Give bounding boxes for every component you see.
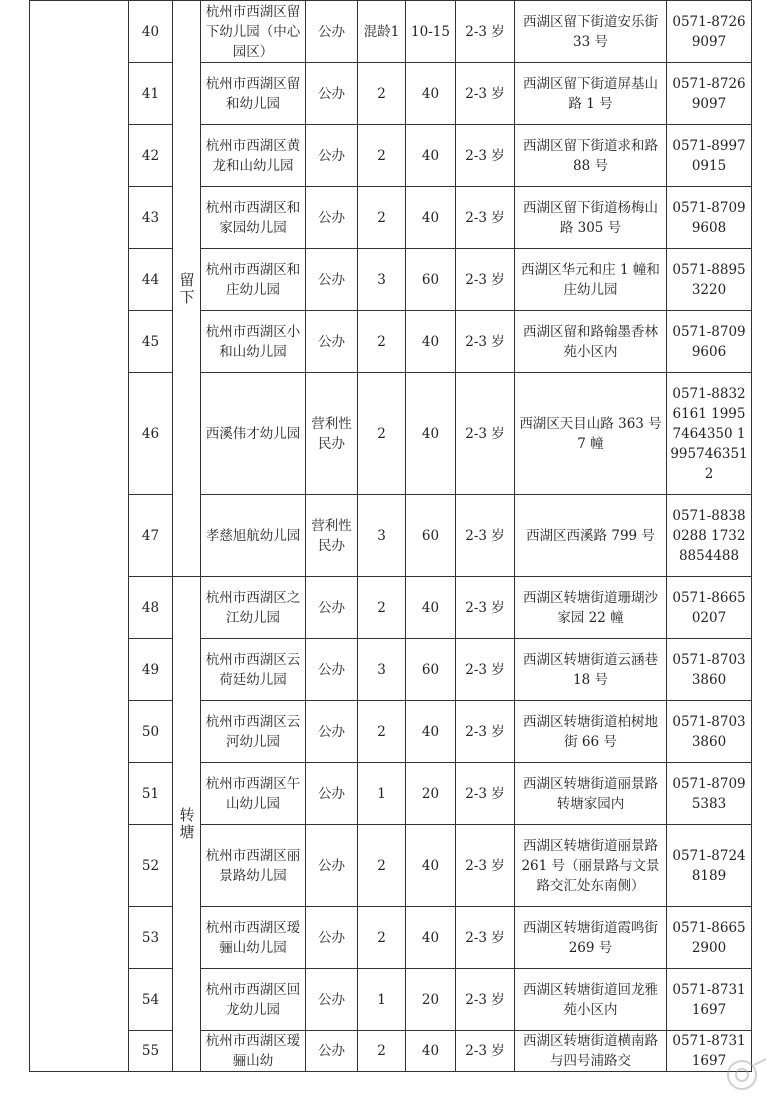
seat-count: 20 (406, 969, 456, 1031)
row-number: 43 (129, 187, 173, 249)
kindergarten-name: 杭州市西湖区丽景路幼儿园 (201, 825, 306, 907)
address: 西湖区留下街道屏基山路 1 号 (515, 63, 667, 125)
seat-count: 40 (406, 63, 456, 125)
seat-count: 40 (406, 125, 456, 187)
age-range: 2-3 岁 (456, 311, 515, 373)
table-row (30, 311, 752, 373)
phone-number: 0571-86650207 (667, 577, 752, 639)
kindergarten-name: 杭州市西湖区午山幼儿园 (201, 763, 306, 825)
address: 西湖区转塘街道横南路与四号浦路交 (515, 1031, 667, 1072)
address: 西湖区转塘街道回龙雅苑小区内 (515, 969, 667, 1031)
seat-count: 60 (406, 495, 456, 577)
class-count: 2 (358, 907, 406, 969)
class-count: 2 (358, 311, 406, 373)
table-body (30, 1, 752, 1072)
address: 西湖区西溪路 799 号 (515, 495, 667, 577)
phone-number: 0571-87095383 (667, 763, 752, 825)
seat-count: 40 (406, 373, 456, 495)
class-count: 3 (358, 639, 406, 701)
table-row (30, 969, 752, 1031)
district-cell (173, 577, 201, 1072)
seat-count: 10-15 (406, 1, 456, 63)
phone-number: 0571-88953220 (667, 249, 752, 311)
class-count: 2 (358, 1031, 406, 1072)
row-number: 45 (129, 311, 173, 373)
school-type: 公办 (306, 1031, 358, 1072)
row-number: 46 (129, 373, 173, 495)
kindergarten-table (29, 0, 752, 1072)
school-type: 公办 (306, 969, 358, 1031)
class-count: 2 (358, 187, 406, 249)
seat-count: 40 (406, 907, 456, 969)
class-count: 1 (358, 763, 406, 825)
school-type: 公办 (306, 187, 358, 249)
phone-number: 0571-87099608 (667, 187, 752, 249)
address: 西湖区转塘街道珊瑚沙家园 22 幢 (515, 577, 667, 639)
age-range: 2-3 岁 (456, 1031, 515, 1072)
row-number: 52 (129, 825, 173, 907)
class-count: 2 (358, 373, 406, 495)
phone-number: 0571-87099606 (667, 311, 752, 373)
age-range: 2-3 岁 (456, 701, 515, 763)
seat-count: 40 (406, 1031, 456, 1072)
class-count: 2 (358, 63, 406, 125)
seat-count: 40 (406, 701, 456, 763)
kindergarten-name: 杭州市西湖区小和山幼儿园 (201, 311, 306, 373)
kindergarten-name: 西溪伟才幼儿园 (201, 373, 306, 495)
age-range: 2-3 岁 (456, 63, 515, 125)
row-number: 40 (129, 1, 173, 63)
row-number: 41 (129, 63, 173, 125)
table-row (30, 1, 752, 63)
row-number: 48 (129, 577, 173, 639)
row-number: 51 (129, 763, 173, 825)
school-type: 公办 (306, 63, 358, 125)
address: 西湖区留和路翰墨香林苑小区内 (515, 311, 667, 373)
kindergarten-name: 杭州市西湖区云荷廷幼儿园 (201, 639, 306, 701)
phone-number: 0571-87311697 (667, 969, 752, 1031)
table-row (30, 187, 752, 249)
address: 西湖区转塘街道丽景路转塘家园内 (515, 763, 667, 825)
row-number: 53 (129, 907, 173, 969)
class-count: 2 (358, 577, 406, 639)
seat-count: 40 (406, 825, 456, 907)
age-range: 2-3 岁 (456, 577, 515, 639)
age-range: 2-3 岁 (456, 907, 515, 969)
address: 西湖区华元和庄 1 幢和庄幼儿园 (515, 249, 667, 311)
school-type: 公办 (306, 311, 358, 373)
phone-number: 0571-87269097 (667, 1, 752, 63)
kindergarten-name: 杭州市西湖区云河幼儿园 (201, 701, 306, 763)
table-row (30, 125, 752, 187)
kindergarten-name: 杭州市西湖区留和幼儿园 (201, 63, 306, 125)
kindergarten-name: 杭州市西湖区瑷骊山幼儿园 (201, 907, 306, 969)
age-range: 2-3 岁 (456, 969, 515, 1031)
row-number: 55 (129, 1031, 173, 1072)
phone-number: 0571-86652900 (667, 907, 752, 969)
address: 西湖区转塘街道云涵巷 18 号 (515, 639, 667, 701)
class-count: 混龄1 (358, 1, 406, 63)
age-range: 2-3 岁 (456, 825, 515, 907)
district-name: 转塘 (177, 807, 196, 841)
table-row (30, 825, 752, 907)
school-type: 公办 (306, 249, 358, 311)
table-row (30, 907, 752, 969)
kindergarten-name: 杭州市西湖区瑷骊山幼 (201, 1031, 306, 1072)
kindergarten-name: 杭州市西湖区之江幼儿园 (201, 577, 306, 639)
address: 西湖区天目山路 363 号 7 幢 (515, 373, 667, 495)
table-row (30, 249, 752, 311)
phone-number: 0571-87311697 (667, 1031, 752, 1072)
school-type: 公办 (306, 701, 358, 763)
row-number: 44 (129, 249, 173, 311)
seat-count: 60 (406, 249, 456, 311)
school-type: 公办 (306, 1, 358, 63)
phone-number: 0571-87248189 (667, 825, 752, 907)
table-row (30, 701, 752, 763)
age-range: 2-3 岁 (456, 1, 515, 63)
blank-column (30, 1, 129, 1072)
district-name: 留下 (177, 271, 196, 306)
phone-number: 0571-88326161 19957464350 19957463512 (667, 373, 752, 495)
table-row (30, 63, 752, 125)
class-count: 2 (358, 825, 406, 907)
address: 西湖区转塘街道柏树地街 66 号 (515, 701, 667, 763)
address: 西湖区留下街道求和路 88 号 (515, 125, 667, 187)
table-row (30, 763, 752, 825)
row-number: 42 (129, 125, 173, 187)
phone-number: 0571-87033860 (667, 639, 752, 701)
kindergarten-name: 杭州市西湖区回龙幼儿园 (201, 969, 306, 1031)
school-type: 公办 (306, 763, 358, 825)
age-range: 2-3 岁 (456, 187, 515, 249)
school-type: 营利性民办 (306, 495, 358, 577)
table-row (30, 577, 752, 639)
kindergarten-name: 杭州市西湖区和庄幼儿园 (201, 249, 306, 311)
class-count: 2 (358, 701, 406, 763)
phone-number: 0571-89970915 (667, 125, 752, 187)
address: 西湖区留下街道安乐街 33 号 (515, 1, 667, 63)
address: 西湖区留下街道杨梅山路 305 号 (515, 187, 667, 249)
seat-count: 40 (406, 187, 456, 249)
seat-count: 60 (406, 639, 456, 701)
class-count: 2 (358, 125, 406, 187)
school-type: 公办 (306, 639, 358, 701)
age-range: 2-3 岁 (456, 373, 515, 495)
class-count: 3 (358, 495, 406, 577)
table-row (30, 495, 752, 577)
kindergarten-name: 杭州市西湖区黄龙和山幼儿园 (201, 125, 306, 187)
school-type: 公办 (306, 825, 358, 907)
kindergarten-name: 杭州市西湖区和家园幼儿园 (201, 187, 306, 249)
row-number: 49 (129, 639, 173, 701)
address: 西湖区转塘街道霞鸣街 269 号 (515, 907, 667, 969)
row-number: 54 (129, 969, 173, 1031)
phone-number: 0571-88380288 17328854488 (667, 495, 752, 577)
table-row (30, 639, 752, 701)
seat-count: 40 (406, 311, 456, 373)
class-count: 1 (358, 969, 406, 1031)
phone-number: 0571-87033860 (667, 701, 752, 763)
seat-count: 40 (406, 577, 456, 639)
school-type: 公办 (306, 125, 358, 187)
school-type: 公办 (306, 907, 358, 969)
seat-count: 20 (406, 763, 456, 825)
class-count: 3 (358, 249, 406, 311)
age-range: 2-3 岁 (456, 249, 515, 311)
district-cell (173, 1, 201, 577)
age-range: 2-3 岁 (456, 639, 515, 701)
kindergarten-name: 杭州市西湖区留下幼儿园（中心园区） (201, 1, 306, 63)
age-range: 2-3 岁 (456, 763, 515, 825)
school-type: 公办 (306, 577, 358, 639)
table-row (30, 1031, 752, 1072)
watermark-logo-icon (720, 1055, 770, 1095)
age-range: 2-3 岁 (456, 125, 515, 187)
address: 西湖区转塘街道丽景路 261 号（丽景路与文景路交汇处东南侧） (515, 825, 667, 907)
age-range: 2-3 岁 (456, 495, 515, 577)
phone-number: 0571-87269097 (667, 63, 752, 125)
table-row (30, 373, 752, 495)
row-number: 50 (129, 701, 173, 763)
kindergarten-name: 孝慈旭航幼儿园 (201, 495, 306, 577)
row-number: 47 (129, 495, 173, 577)
school-type: 营利性民办 (306, 373, 358, 495)
